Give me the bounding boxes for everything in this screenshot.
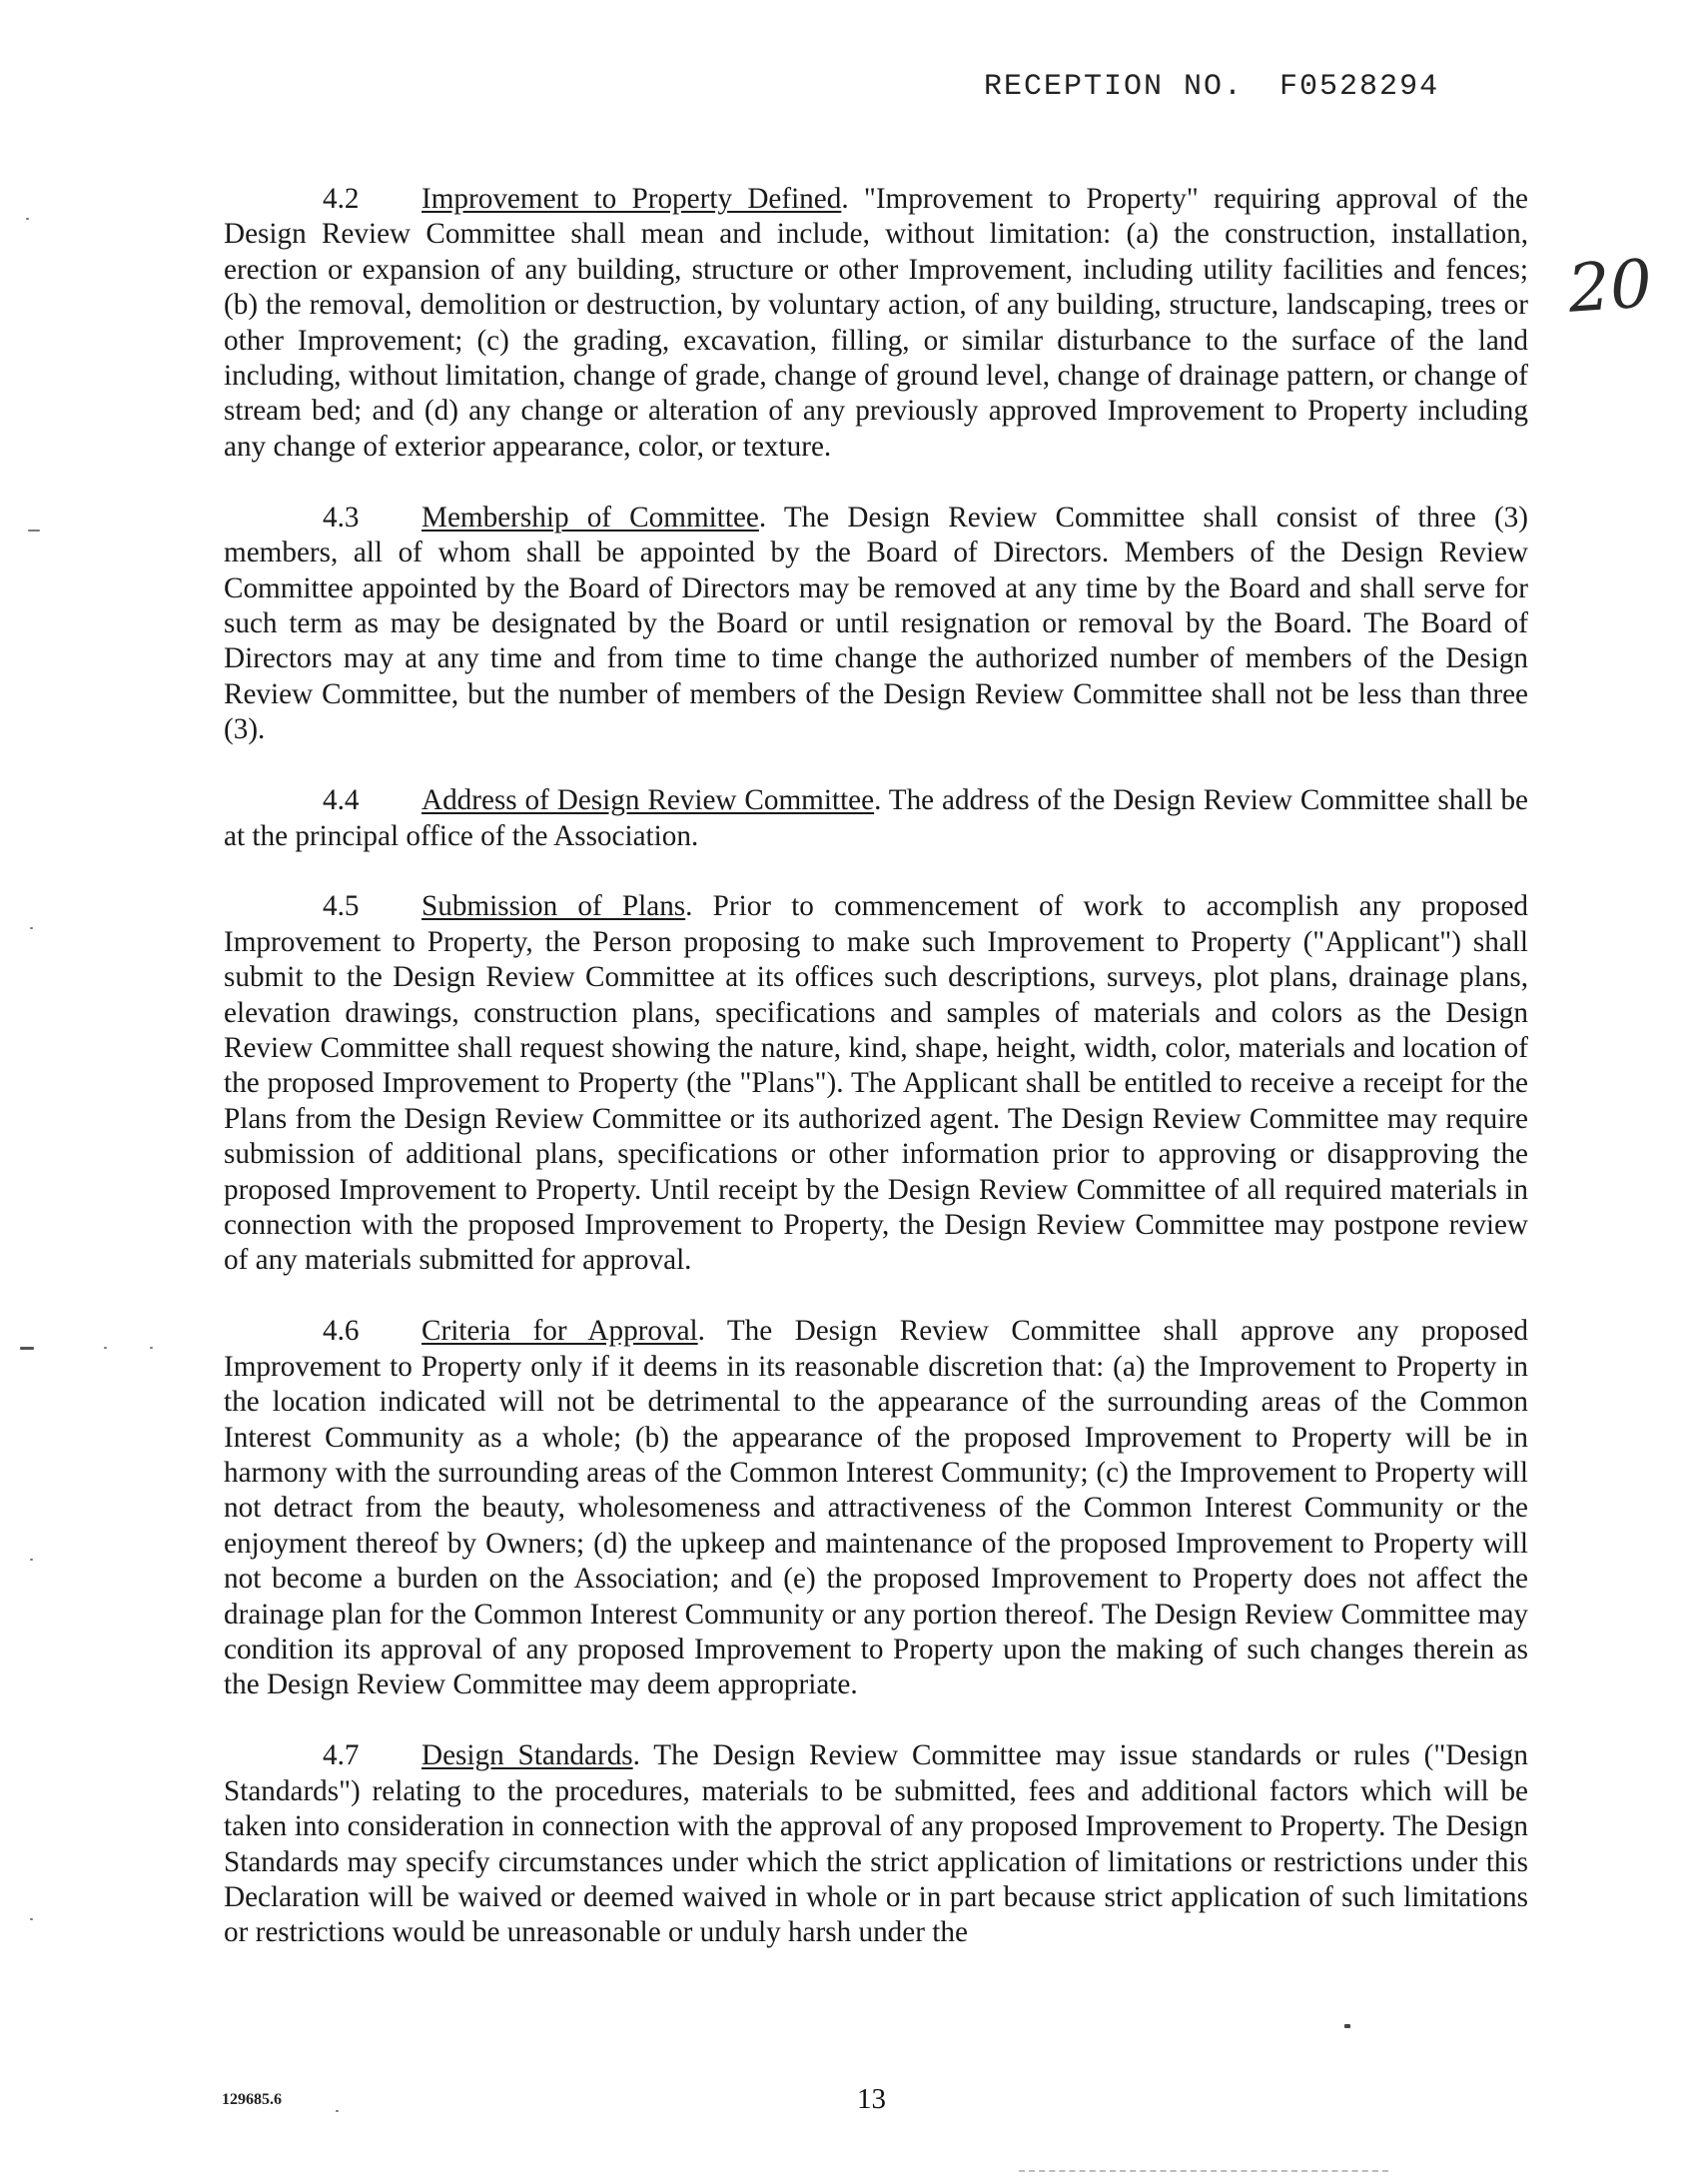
scan-speck	[336, 2110, 339, 2112]
document-id: 129685.6	[222, 2091, 282, 2108]
section-4-7	[224, 1738, 1528, 1950]
section-4-6	[224, 1314, 1528, 1702]
section-number: 4.5	[323, 890, 360, 923]
section-text: . The Design Review Committee shall approve any proposed Improvement to Property only if it deems in its reasonable discretion that: (a) the Improvement to Property in the location indicated will not be detrimental to the appearance of the surrounding areas of the Common Interest Community as a whole; (b) the appearance of the proposed Improvement to Property will be in harmony with the surrounding areas of the Common Interest Community; (c) the Improvement to Property will not detract from the beauty, wholesomeness and attractiveness of the Common Interest Community or the enjoyment thereof by Owners; (d) the upkeep and maintenance of the proposed Improvement to Property will not become a burden on the Association; and (e) the proposed Improvement to Property does not affect the drainage plan for the Common Interest Community or any portion thereof. The Design Review Committee may condition its approval of any proposed Improvement to Property upon the making of such changes therein as the Design Review Committee may deem appropriate.	[224, 1315, 1528, 1701]
section-text: . "Improvement to Property" requiring approval of the Design Review Committee shall mean and include, without limitation: (a) the construction, installation, erection or expansion of any building, structure or other Improvement, including utility facilities and fences; (b) the removal, demolition or destruction, by voluntary action, of any building, structure, landscaping, trees or other Improvement; (c) the grading, excavation, filling, or similar disturbance to the surface of the land including, without limitation, change of grade, change of ground level, change of drainage pattern, or change of stream bed; and (d) any change or alteration of any previously approved Improvement to Property including any change of exterior appearance, color, or texture.	[224, 183, 1528, 463]
scan-edge-line	[1019, 2170, 1388, 2172]
scan-speck	[30, 1559, 33, 1561]
scan-speck	[104, 1347, 107, 1349]
scan-speck	[150, 1347, 153, 1349]
section-heading: Address of Design Review Committee	[422, 784, 875, 817]
section-number: 4.3	[323, 501, 360, 534]
scan-speck	[30, 927, 33, 929]
document-body	[224, 182, 1528, 1986]
section-text: . Prior to commencement of work to accomplish any proposed Improvement to Property, the Person proposing to make such Improvement to Property ("Applicant") shall submit to the Design Review Committee at its offices such descriptions, surveys, plot plans, drainage plans, elevation drawings, construction plans, specifications and samples of materials and colors as the Design Review Committee shall request showing the nature, kind, shape, height, width, color, materials and location of the proposed Improvement to Property (the "Plans"). The Applicant shall be entitled to receive a receipt for the Plans from the Design Review Committee or its authorized agent. The Design Review Committee may require submission of additional plans, specifications or other information prior to approving or disapproving the proposed Improvement to Property. Until receipt by the Design Review Committee of all required materials in connection with the proposed Improvement to Property, the Design Review Committee may postpone review of any materials submitted for approval.	[224, 890, 1528, 1277]
section-text: . The Design Review Committee may issue standards or rules ("Design Standards") relating to the procedures, materials to be submitted, fees and additional factors which will be taken into consideration in connection with the approval of any proposed Improvement to Property. The Design Standards may specify circumstances under which the strict application of limitations or restrictions under this Declaration will be waived or deemed waived in whole or in part because strict application of such limitations or restrictions would be unreasonable or unduly harsh under the	[224, 1739, 1528, 1949]
scan-speck	[20, 1347, 34, 1350]
section-4-4	[224, 783, 1528, 854]
section-4-2	[224, 182, 1528, 465]
section-heading: Improvement to Property Defined	[422, 183, 842, 215]
scan-speck	[26, 218, 29, 220]
scan-speck	[30, 1918, 33, 1920]
page-number: 13	[857, 2083, 886, 2115]
scan-speck	[28, 530, 40, 532]
section-number: 4.2	[323, 183, 360, 215]
handwritten-page-note: 20	[1565, 245, 1655, 328]
reception-label: RECEPTION NO.	[984, 70, 1245, 104]
section-4-3	[224, 501, 1528, 748]
reception-stamp	[984, 70, 1439, 104]
section-number: 4.6	[323, 1315, 360, 1348]
scan-speck	[1344, 2024, 1350, 2028]
reception-number: F0528294	[1279, 70, 1440, 104]
section-heading: Submission of Plans	[422, 890, 686, 923]
section-number: 4.4	[323, 784, 360, 817]
section-number: 4.7	[323, 1739, 360, 1772]
section-text: . The Design Review Committee shall consist of three (3) members, all of whom shall be appointed by the Board of Directors. Members of the Design Review Committee appointed by the Board of Directors may be removed at any time by the Board and shall serve for such term as may be designated by the Board or until resignation or removal by the Board. The Board of Directors may at any time and from time to time change the authorized number of members of the Design Review Committee, but the number of members of the Design Review Committee shall not be less than three (3).	[224, 501, 1528, 746]
section-4-5	[224, 889, 1528, 1278]
section-heading: Membership of Committee	[422, 501, 759, 534]
section-text: . The address of the Design Review Committee shall be at the principal office of the Association.	[224, 784, 1528, 852]
section-heading: Criteria for Approval	[422, 1315, 698, 1348]
section-heading: Design Standards	[422, 1739, 633, 1772]
